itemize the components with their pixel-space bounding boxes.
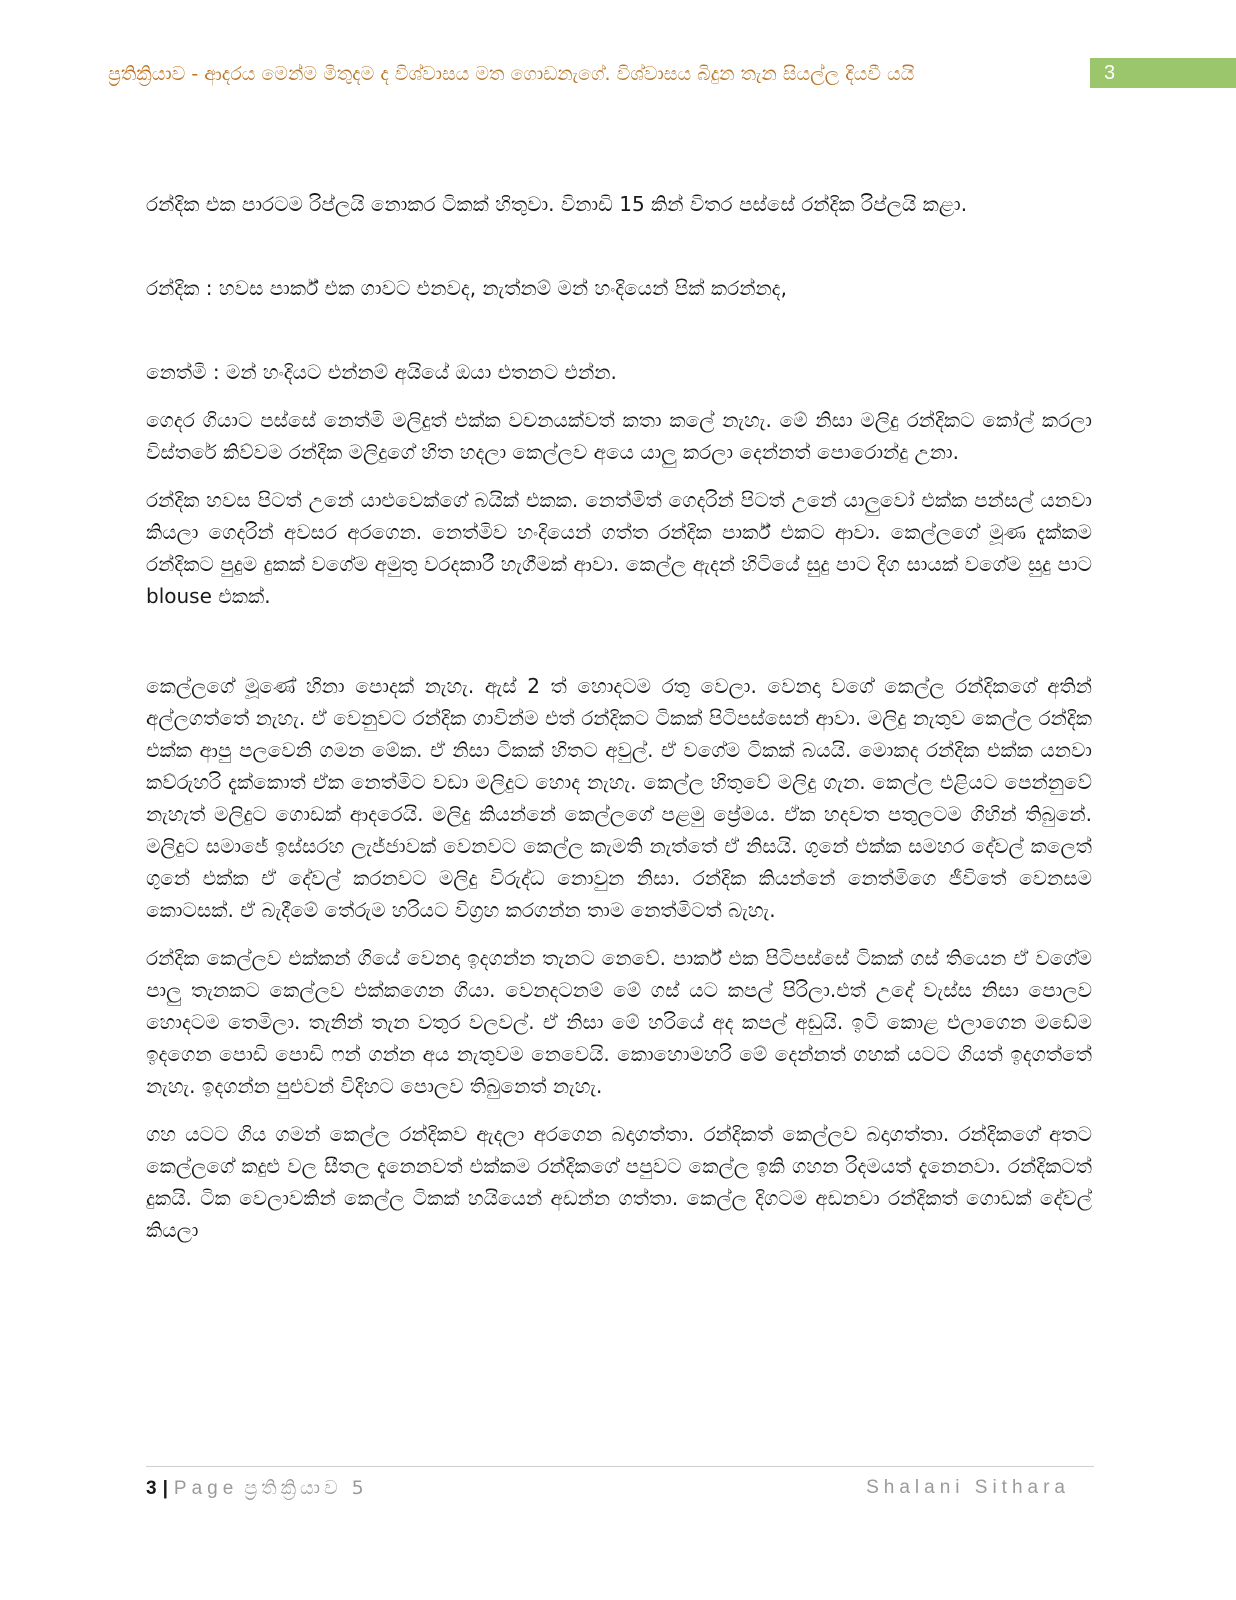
paragraph: ගෙදර ගියාට පස්සේ නෙත්මි මලිදුත් එක්ක වචනයක්වත් කතා කලේ නැහැ. මේ නිසා මලිදු රන්දිකට කෝල් කරලා විස්තරේ කිව්වම රන්දික මලිදුගේ හිත හදලා කෙල්ලව අයෙ යාලු කරලා දෙන්නත් පොරොන්දු උනා. [146, 408, 1092, 464]
footer-page-word: Page [173, 1478, 239, 1499]
body-text [146, 188, 1092, 1246]
dialogue-line: නෙත්මි : මන් හංදියට එන්නම් අයියේ ඔයා එතනට එන්න. [146, 360, 617, 384]
paragraph: ගහ යටට ගිය ගමන් කෙල්ල රන්දිකව ඇදලා අරගෙන බදාගත්තා. රන්දිකත් කෙල්ලව බදාගත්තා. රන්දිකගේ අතට කෙල්ලගේ කදුළු වල සීතල දැනෙනවත් එක්කම රන්දිකගේ පපුවට කෙල්ල ඉකි ගහන රිදමයත් දැනෙනවා. රන්දිකටත් දුකයි. ටික වෙලාවකින් කෙල්ල ටිකක් හයියෙන් අඩන්න ගත්තා. කෙල්ල දිගටම අඩනවා රන්දිකත් ගොඩක් දේවල් කියලා [146, 1122, 1092, 1242]
paragraph: කෙල්ලගේ මූණේ හිනා පොදක් නැහැ. ඇස් 2 ත් හොදටම රතු වෙලා. වෙනදා වගේ කෙල්ල රන්දිකගේ අතින් අල්ලගත්තේ නැහැ. ඒ වෙනුවට රන්දික ගාවින්ම එත් රන්දිකට ටිකක් පිටිපස්සෙන් ආවා. මලිදු නැතුව කෙල්ල රන්දික එක්ක ආපු පලවෙනි ගමන මේක. ඒ නිසා ටිකක් හිතට අවුල්. ඒ වගේම ටිකක් බයයි. මොකද රන්දික එක්ක යනවා කව්රුහරි දැක්කොත් ඒක නෙත්මිට වඩා මලිදුට හොද නැහැ. කෙල්ල හිතුවේ මලිදු ගැන. කෙල්ල එළියට පෙන්නුවේ නැහැත් මලිදුට ගොඩක් ආදරෙයි. මලිදු කියන්නේ කෙල්ලගේ පළමු ප්‍රේමය. ඒක හදවත පතුලටම ගිහින් තිබුනේ. මලිදුට සමාජේ ඉස්සරහ ලැජ්ජාවක් වෙනවට කෙල්ල කැමති නැත්තේ ඒ නිසයි. ගුනේ එක්ක සමහර දේවල් කලෙත් ගුනේ එක්ක ඒ දේවල් කරනවට මලිදු විරුද්ධ නොවුන නිසා. රන්දික කියන්නේ නෙත්මිගෙ ජීවිතේ වෙනසම කොටසක්. ඒ බැදීමේ තේරුම හරියට විග්‍රහ කරගන්න තාම නෙත්මිටත් බැහැ. [146, 674, 1092, 922]
footer-divider [146, 1466, 1094, 1467]
paragraph: රන්දික එක පාරටම රිප්ලයි නොකර ටිකක් හිතුවා. විනාඩි 15 කින් විතර පස්සේ රන්දික රිප්ලයි කළා. [146, 192, 968, 216]
header-title: ප්‍රතික්‍රියාව [108, 63, 186, 85]
paragraph: රන්දික කෙල්ලව එක්කන් ගියේ වෙනදා ඉදගන්න තැනට නෙවේ. පාර්ක් එක පිටිපස්සේ ටිකක් ගස් තියෙන ඒ වගේම පාලු තැනකට කෙල්ලව එක්කගෙන ගියා. වෙනදටනම් මේ ගස් යට කපල් පිරිලා.එත් උදේ වැස්ස නිසා පොලව හොදටම තෙමිලා. තැනින් තැන වතුර වලවල්. ඒ නිසා මේ හරියේ අද කපල් අඩුයි. ඉටි කොළ එලාගෙන මඩේම ඉදගෙන පොඩි පොඩි ෆන් ගන්න අය නැතුවම නෙවෙයි. කොහොමහරි මේ දෙන්නත් ගහක් යටට ගියත් ඉදගත්තේ නැහැ. ඉදගන්න පුළුවන් විදිහට පොලව තිබුනෙත් නැහැ. [146, 946, 1092, 1098]
footer-author: Shalani Sithara [866, 1477, 1070, 1498]
footer-page-info [146, 1474, 368, 1503]
footer-page-number: 3 [146, 1478, 157, 1499]
paragraph: රන්දික හවස පිටත් උනේ යාළුවෙක්ගේ බයික් එකක. නෙත්මිත් ගෙදරින් පිටත් උනේ යාලුවෝ එක්ක පන්සල් යනවා කියලා ගෙදරින් අවසර අරගෙන. නෙත්මිව හංදියෙන් ගත්ත රන්දික පාර්ක් එකට ආවා. කෙල්ලගේ මූණ දැක්කම රන්දිකට පුදුම දුකක් වගේම අමුතු වරදකාරී හැගීමක් ආවා. කෙල්ල ඇදන් හිටියේ සුදු පාට දිග සායක් වගේම සුදු පාට blouse එකක්. [146, 488, 1092, 608]
dialogue-line: රන්දික : හවස පාර්ක් එක ගාවට එනවද, නැත්නම් මන් හංදියෙන් පික් කරන්නද, [146, 276, 787, 300]
header-separator: - [185, 63, 205, 85]
header-page-number-badge: 3 [1090, 58, 1236, 88]
header-subtitle: ආදරය මෙන්ම මිතුදම ද විශ්වාසය මත ගොඩනැගේ. විශ්වාසය බිදුන තැන සියල්ල දියවී යයි [204, 63, 915, 85]
footer-separator: | [162, 1478, 168, 1499]
running-header [108, 60, 1088, 88]
footer-title: ප්‍රතික්‍රියාව 5 [244, 1477, 368, 1499]
